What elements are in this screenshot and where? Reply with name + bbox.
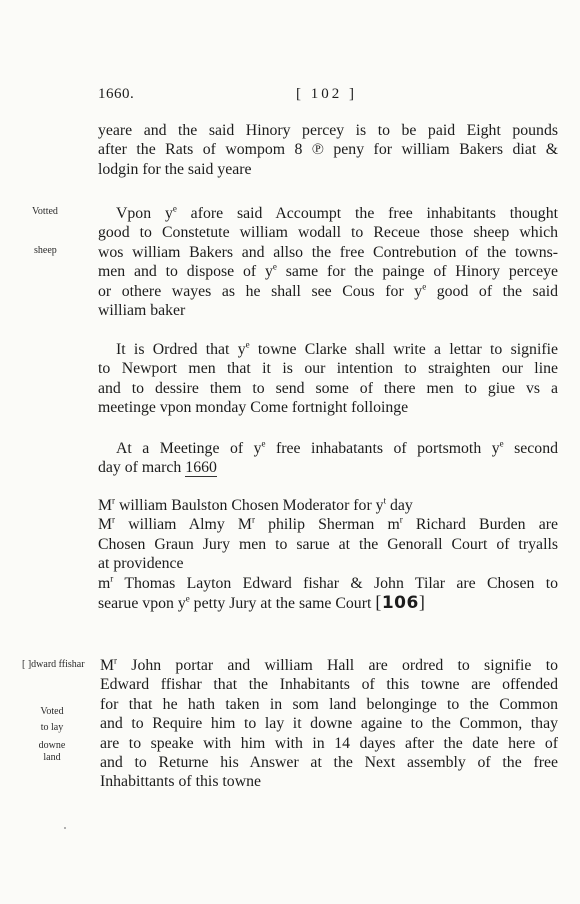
margin-note-voted: Voted <box>40 706 64 717</box>
text-line: It is Ordred that $y^e$ towne Clarke shall write a lettar to signifie <box>116 339 558 358</box>
text-line: to Newport men that it is our intention to straighten our line <box>98 360 558 378</box>
text-line: Vpon $y^e$ afore said Accoumpt the free inhabitants thought <box>116 203 558 222</box>
paragraph-2 <box>98 204 558 320</box>
paragraph-4 <box>98 439 558 478</box>
text-line: lodgin for the said yeare <box>98 160 252 178</box>
header-year: 1660. <box>98 86 135 102</box>
text-line: $M^r$ william Baulston Chosen Moderator for $y^t$ day <box>98 495 413 514</box>
text-line: wos william Bakers and allso the free Contrebution of the towns- <box>98 243 558 261</box>
paragraph-5 <box>98 496 558 612</box>
text-line: $M^r$ william Almy $M^r$ philip Sherman $m^r$ Richard Burden are <box>98 515 558 534</box>
paragraph-1 <box>98 121 558 179</box>
margin-note-edward-ffishar: [ ]dward ffishar <box>22 659 85 670</box>
paragraph-3 <box>98 340 558 418</box>
text-line: and to Require him to lay it downe againe to the Common, thay <box>100 715 558 733</box>
text-line: yeare and the said Hinory percey is to be paid Eight pounds <box>98 122 558 139</box>
text-line: day of march 1660 <box>98 459 217 477</box>
text-line: after the Rats of wompom 8 ℗ peny for william Bakers diat & <box>98 141 558 159</box>
text-line: Chosen Graun Jury men to sarue at the Genorall Court of tryalls <box>98 535 558 553</box>
text-line: and to Returne his Answer at the Next assembly of the free <box>100 753 558 771</box>
text-line: are to speake with him with in 14 dayes after the date here of <box>100 734 558 752</box>
folio-mark: [106] <box>375 591 426 613</box>
page-header <box>98 86 438 110</box>
paragraph-6 <box>100 656 558 792</box>
text-line: At a Meetinge of $y^e$ free inhabatants of portsmoth $y^e$ second <box>116 438 558 457</box>
page-speck <box>64 827 66 829</box>
text-line: for that he hath taken in som land belonginge to the Common <box>100 695 558 713</box>
text-line: $M^r$ John portar and william Hall are ordred to signifie to <box>100 655 558 674</box>
margin-note-to-lay: to lay <box>40 722 64 733</box>
text-line: $m^r$ Thomas Layton Edward fishar & John Tilar are Chosen to <box>98 573 558 592</box>
margin-note-votted: Votted <box>32 206 58 217</box>
text-line: or othere wayes as he shall see Cous for $y^e$ good of the said <box>98 281 558 300</box>
text-line: Inhabittants of this towne <box>100 773 262 791</box>
margin-note-land: land <box>43 752 61 763</box>
text-line: men and to dispose of $y^e$ same for the painge of Hinory perceye <box>98 261 558 281</box>
text-line: good to Constetute william wodall to Receue those sheep which <box>98 224 558 242</box>
margin-note-downe: downe <box>38 740 66 751</box>
text-line: and to dessire them to send some of there men to giue vs a <box>98 379 558 397</box>
underlined-date: 1660 <box>185 459 217 477</box>
text-line: at providence <box>98 555 184 573</box>
text-line: william baker <box>98 301 186 319</box>
text-line: meetinge vpon monday Come fortnight folloinge <box>98 399 409 417</box>
text-line: searue vpon $y^e$ petty Jury at the same Court [106] <box>98 591 426 613</box>
text-line: Edward ffishar that the Inhabitants of this towne are offended <box>100 676 558 694</box>
header-page-number: [ 102 ] <box>296 86 357 102</box>
margin-note-sheep: sheep <box>34 245 57 256</box>
